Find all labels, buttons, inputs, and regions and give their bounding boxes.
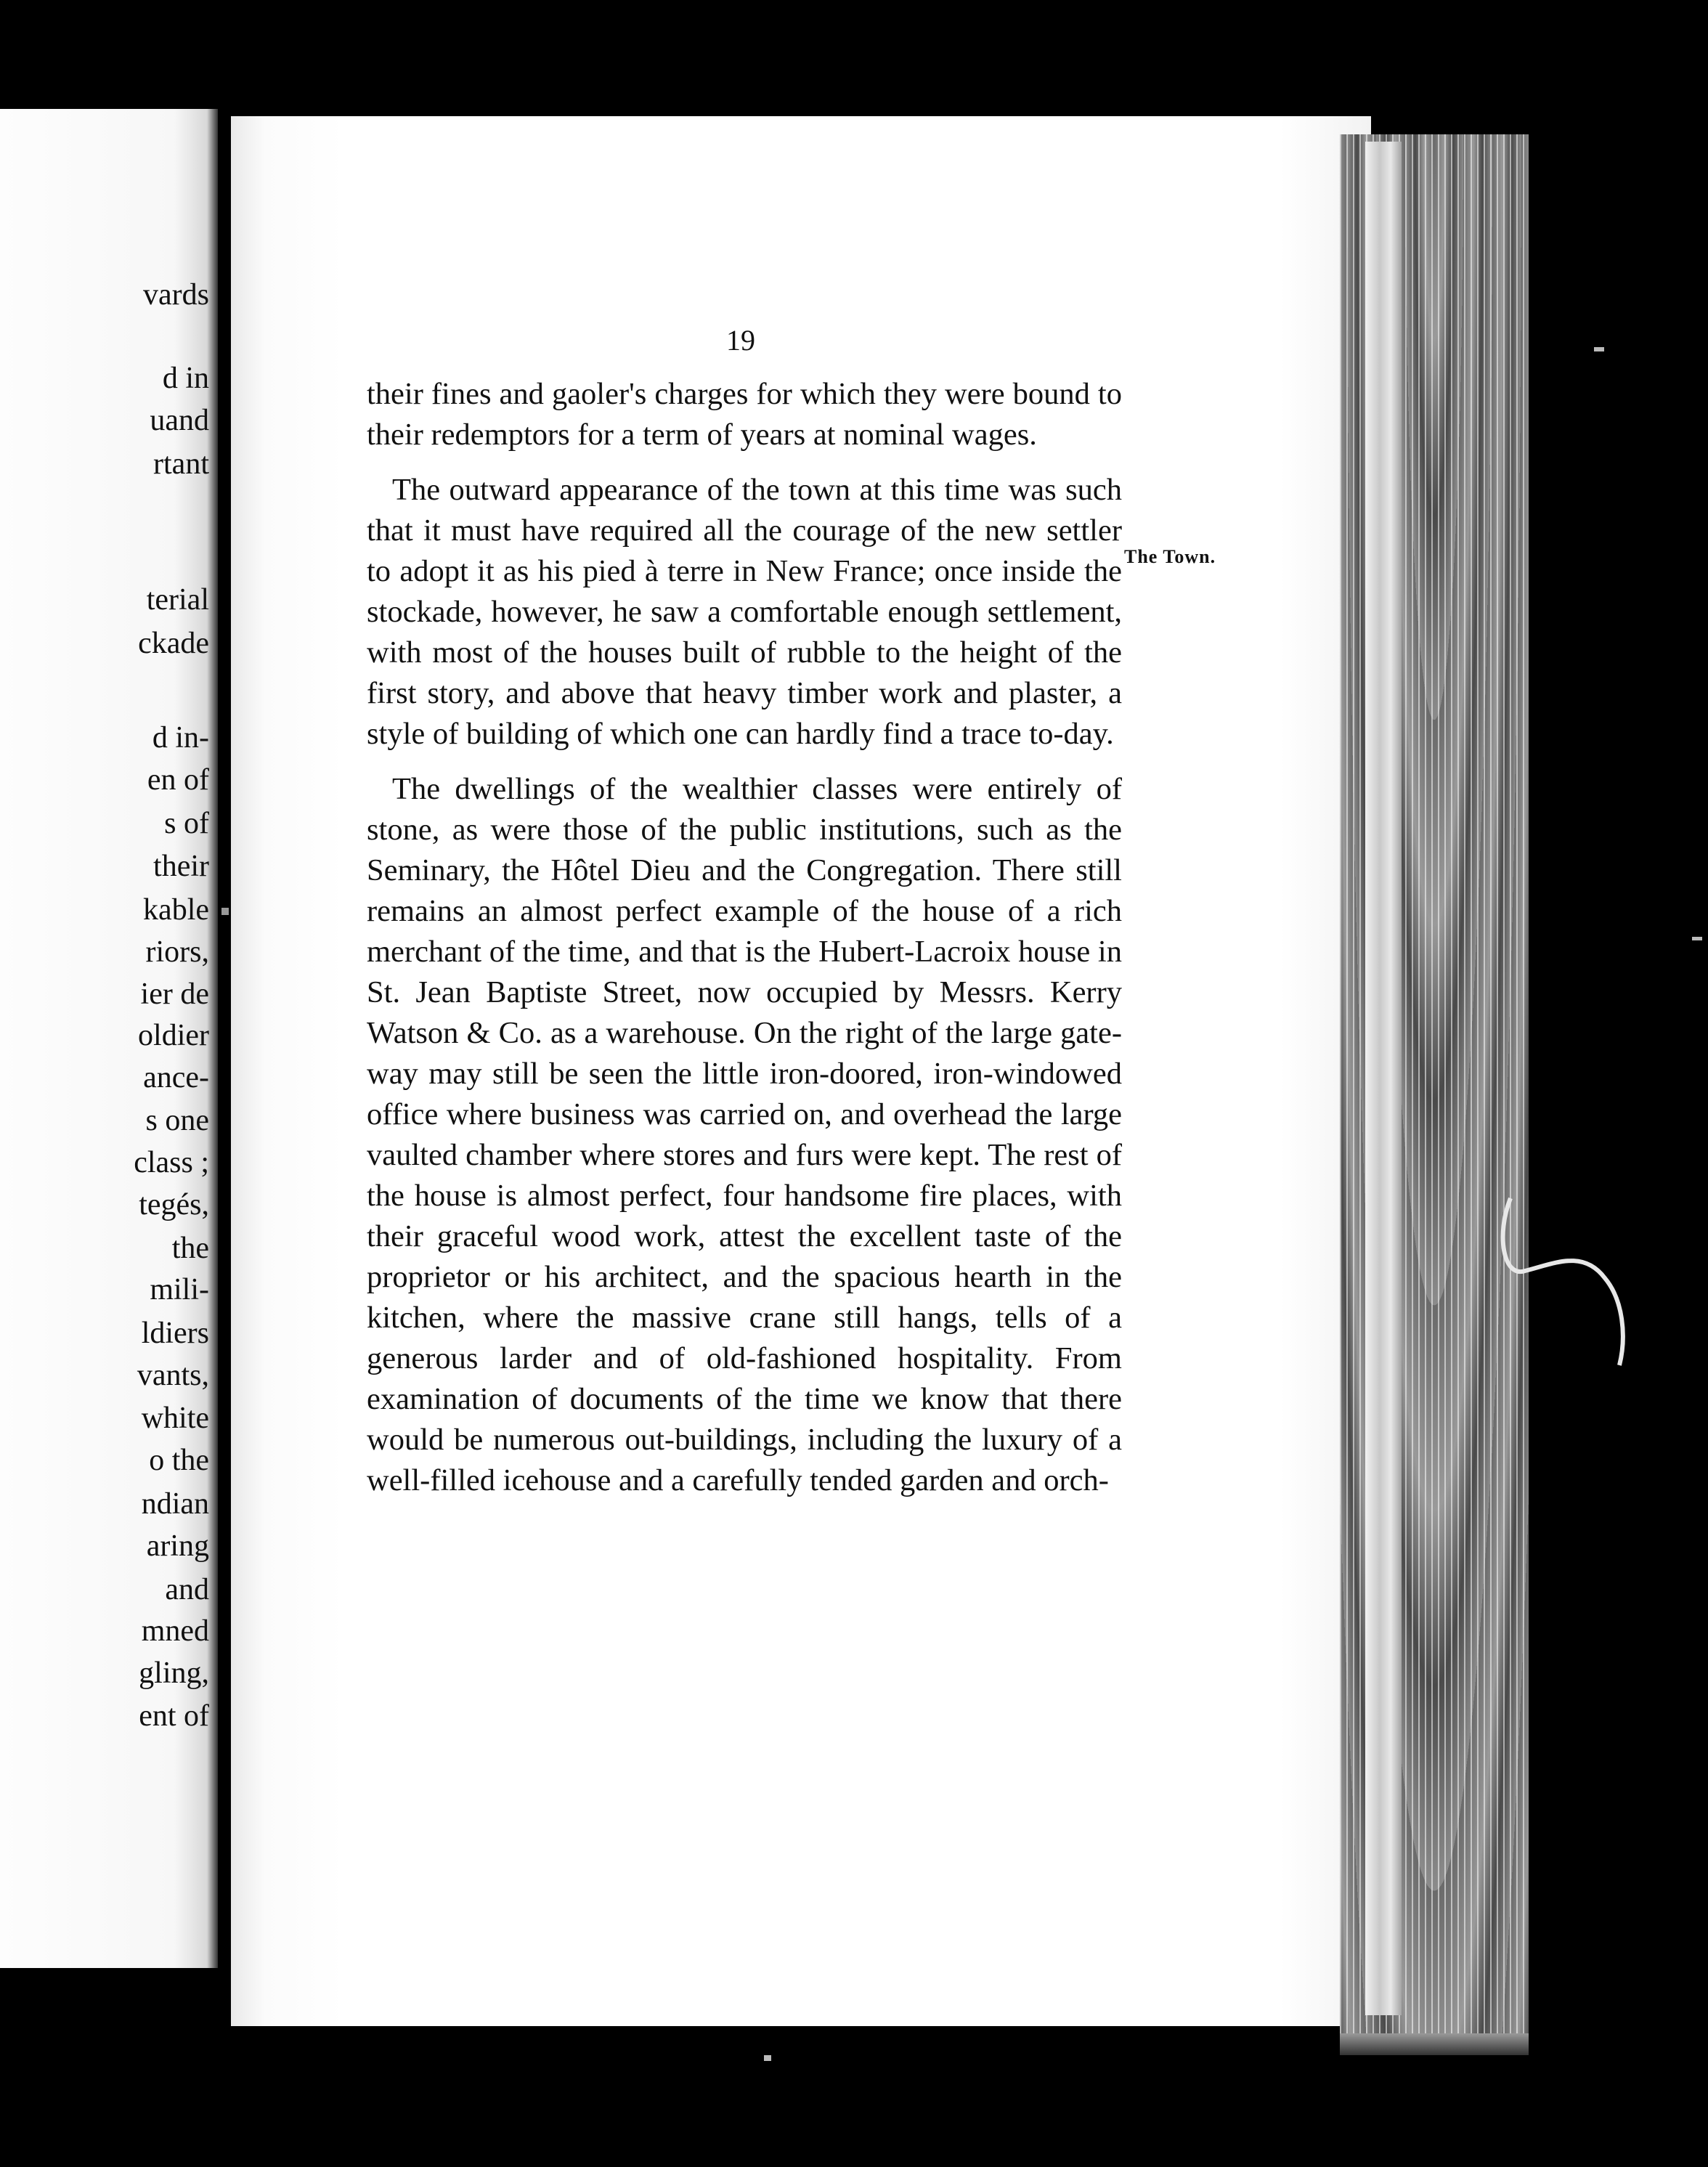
left-page-line: mili- (150, 1273, 209, 1306)
left-page-fragment (0, 109, 218, 1968)
speck (1594, 347, 1604, 351)
left-page-line: ckade (138, 627, 209, 660)
left-page-line: s one (145, 1104, 209, 1137)
left-page-line: class ; (134, 1146, 209, 1179)
left-page-line: and (165, 1573, 209, 1606)
left-page-line: o the (149, 1444, 209, 1477)
thread-fragment (1496, 1191, 1641, 1373)
left-page-line: white (141, 1402, 209, 1435)
left-page-line: kable (143, 893, 209, 927)
speck (1692, 937, 1702, 940)
left-page-line: vants, (137, 1359, 209, 1392)
left-page-line: ldiers (141, 1317, 209, 1350)
left-page-line: tegés, (139, 1188, 209, 1221)
marginal-note: The Town. (1124, 546, 1216, 567)
left-page-line: riors, (145, 935, 209, 969)
page-block-edge (1365, 142, 1402, 2015)
left-page-line: rtant (153, 447, 209, 481)
left-page-line: vards (143, 278, 209, 312)
speck (221, 908, 229, 915)
left-page-line: s of (164, 807, 209, 840)
left-page-line: ance- (143, 1061, 209, 1094)
left-page-line: ent of (139, 1699, 209, 1733)
page-body-text (367, 374, 1122, 1501)
left-page-line: oldier (138, 1019, 209, 1052)
left-page-line: gling, (139, 1656, 209, 1690)
paragraph: The outward appearance of the town at this time was such that it must have required all the courage of the new settler to adopt it as his pied à terre in New France; once inside the stockade, however, he saw a comfortable enough settlement, with most of the houses built of rubble to the height of the first story, and above that heavy timber work and plaster, a style of building of which one can hardly find a trace to-day. (367, 473, 1122, 751)
left-page-line: the (171, 1232, 209, 1265)
left-page-line: ndian (141, 1487, 209, 1521)
left-page-line: ier de (140, 977, 209, 1011)
left-page-line: d in- (152, 721, 209, 755)
left-page-line: d in (162, 362, 209, 395)
left-page-line: terial (146, 583, 209, 617)
left-page-line: their (153, 850, 209, 883)
left-page-line: mned (141, 1614, 209, 1648)
left-page-line: aring (146, 1529, 209, 1563)
book-bottom-edge (1340, 2033, 1529, 2055)
page-number: 19 (726, 324, 755, 357)
left-page-line: en of (147, 763, 209, 797)
left-page-line: uand (150, 404, 209, 437)
speck (764, 2055, 771, 2061)
paragraph: their fines and gaoler's charges for which they were bound to their redemptors for a term of years at nominal wages. (367, 377, 1122, 452)
paragraph: The dwellings of the wealthier classes were entirely of stone, as were those of the public institutions, such as the Seminary, the Hôtel Dieu and the Congregation. There still remains an almost perfect example of the house of a rich merchant of the time, and that is the Hubert-Lacroix house in St. Jean Baptiste Street, now occupied by Messrs. Kerry Watson & Co. as a warehouse. On the right of the large gate-way may still be seen the little iron-doored, iron-windowed office where business was carried on, and overhead the large vaulted chamber where stores and furs were kept. The rest of the house is almost perfect, four handsome fire places, with their graceful wood work, attest the excellent taste of the proprietor or his architect, and the spacious hearth in the kitchen, where the massive crane still hangs, tells of a generous larder and of old-fashioned hospitality. From examination of documents of the time we know that there would be numerous out-buildings, including the luxury of a well-filled icehouse and a carefully tended garden and orch- (367, 772, 1122, 1497)
